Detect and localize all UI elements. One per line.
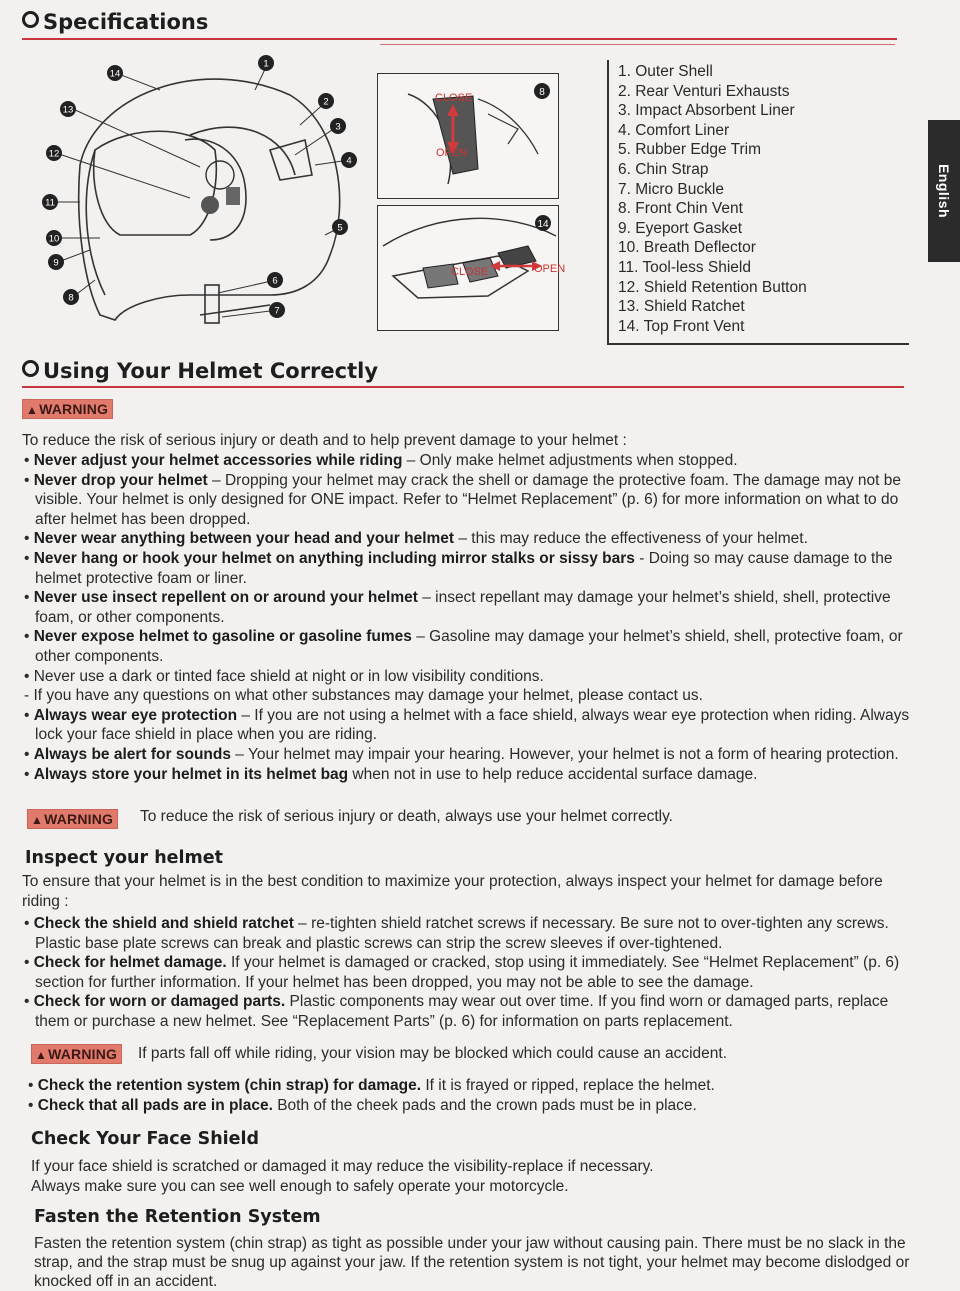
specifications-rule (22, 38, 897, 40)
callout-number: 4 (346, 155, 352, 167)
inspect-intro: To ensure that your helmet is in the best condition to maximize your protection, always inspect your helmet for damage before riding : (22, 873, 883, 910)
warning-badge-2-label: WARNING (44, 811, 114, 827)
inset2-open-label: OPEN (534, 263, 566, 275)
bullet-lead: Always store your helmet in its helmet bag (33, 765, 349, 783)
bullet-marker: • (28, 1096, 38, 1114)
warning-badge-1 (22, 399, 113, 419)
parts-list (609, 60, 909, 336)
inset2-callout: 14 (537, 219, 549, 230)
bullet-lead: Check that all pads are in place. (37, 1096, 273, 1114)
using-heading-text: Using Your Helmet Correctly (43, 359, 379, 383)
bullet-item (22, 706, 922, 745)
bullet-lead: Check for helmet damage. (33, 954, 227, 972)
bullet-lead: Check the retention system (chin strap) for damage. (37, 1077, 422, 1094)
bullet-lead: Never hang or hook your helmet on anything including mirror stalks or sissy bars (33, 549, 635, 567)
using-intro: To reduce the risk of serious injury or death and to help prevent damage to your helmet : (22, 432, 627, 449)
bullet-text: If you have any questions on what other substances may damage your helmet, please contact us. (33, 687, 703, 705)
bullet-item (22, 992, 922, 1031)
callout-number: 1 (263, 58, 269, 70)
parts-list-item: 5. Rubber Edge Trim (618, 141, 762, 159)
bullet-marker: • (24, 706, 34, 724)
bullet-item (22, 914, 922, 953)
inset2-close-label: CLOSE (451, 266, 489, 278)
face-shield-heading: Check Your Face Shield (31, 1129, 260, 1149)
warning-triangle-icon: ▲ (31, 813, 44, 827)
bullet-lead: Check the shield and shield ratchet (33, 915, 294, 932)
callout-number: 9 (53, 257, 59, 269)
bullet-item (22, 953, 922, 992)
section-bullet-icon (22, 360, 39, 377)
retention-text: Fasten the retention system (chin strap) as tight as possible under your jaw without causing pain. There must be no slack in the strap, and the strap must be snug up against your jaw. If the retention system is not tight, your helmet may become dislodged or knocked off in an accident. (34, 1235, 910, 1290)
parts-list-item: 9. Eyeport Gasket (618, 219, 743, 237)
callout-number: 8 (68, 292, 74, 304)
bullet-text: – Your helmet may impair your hearing. However, your helmet is not a form of hearing protection. (230, 745, 899, 763)
face-shield-text: If your face shield is scratched or damaged it may reduce the visibility-replace if necessary. Always make sure you can see well enough to safely operate your motorcycle. (31, 1158, 654, 1195)
helmet-diagram (40, 55, 370, 345)
bullet-marker: • (24, 452, 34, 469)
bullet-item (26, 1076, 926, 1096)
chin-vent-inset (377, 73, 559, 199)
bullet-lead: Always be alert for sounds (33, 745, 231, 763)
bullet-lead: Always wear eye protection (33, 706, 238, 724)
callout-number: 2 (323, 96, 329, 108)
bullet-text: Never use a dark or tinted face shield at night or in low visibility conditions. (33, 667, 544, 685)
bullet-marker: • (24, 745, 34, 763)
callout-number: 14 (109, 68, 121, 80)
bullet-item (22, 471, 922, 530)
bullet-text: - Doing so may cause damage to the helmet protective foam or liner. (35, 549, 893, 587)
inspect-bullet-list (22, 914, 922, 1032)
bullet-item (22, 627, 922, 666)
warning-badge-1-label: WARNING (39, 401, 109, 417)
using-bullet-list (22, 451, 922, 784)
parts-list-item: 14. Top Front Vent (618, 317, 745, 335)
bullet-marker: - (24, 687, 34, 705)
bullet-marker: • (24, 628, 34, 646)
bullet-text: – Dropping your helmet may crack the shell or damage the protective foam. The damage may not be visible. Your helmet is only designed for ONE impact. Refer to “Helmet Replacement” (p. 6) for more information on what to do after helmet has been dropped. (35, 471, 902, 528)
callout-number: 12 (48, 148, 60, 160)
parts-list-item: 13. Shield Ratchet (618, 298, 745, 316)
warning-badge-2 (27, 809, 118, 829)
specifications-rule-thin (380, 44, 895, 45)
parts-list-item: 2. Rear Venturi Exhausts (618, 82, 790, 100)
bullet-marker: • (24, 471, 34, 489)
warning-badge-3 (31, 1044, 122, 1064)
parts-list-item: 1. Outer Shell (618, 63, 713, 80)
parts-list-box (607, 60, 909, 345)
parts-list-item: 7. Micro Buckle (618, 180, 724, 198)
inset1-close-label: CLOSE (435, 92, 473, 104)
callout-number: 6 (272, 275, 278, 287)
parts-list-item: 10. Breath Deflector (618, 239, 756, 257)
warning-badge-3-label: WARNING (48, 1046, 118, 1062)
language-tab[interactable] (928, 120, 960, 262)
bullet-text: – re-tighten shield ratchet screws if necessary. Be sure not to over-tighten any screws. Plastic base plate screws can break and plastic screws can strip the screw sleeves if over-tightened. (35, 915, 889, 952)
warning-triangle-icon: ▲ (26, 403, 39, 417)
specifications-heading-text: Specifications (43, 10, 209, 34)
parts-list-item: 6. Chin Strap (618, 160, 709, 178)
bullet-item (22, 529, 922, 549)
bullet-marker: • (24, 549, 34, 567)
using-rule (22, 386, 904, 388)
language-tab-label: English (936, 163, 952, 219)
bullet-marker: • (24, 954, 34, 972)
parts-list-item: 4. Comfort Liner (618, 121, 730, 139)
retention-heading: Fasten the Retention System (34, 1207, 321, 1227)
bullet-item (22, 451, 922, 471)
bullet-text: – Only make helmet adjustments when stopped. (402, 452, 738, 469)
bullet-lead: Check for worn or damaged parts. (33, 993, 286, 1011)
warning-3-text: If parts fall off while riding, your vision may be blocked which could cause an accident. (138, 1045, 728, 1062)
top-vent-drawing (378, 206, 566, 330)
bullet-text: If your helmet is damaged or cracked, stop using it immediately. See “Helmet Replacement” (p. 6) section for further information. If your helmet has been dropped, you may not be able to see the damage. (35, 954, 900, 991)
bullet-lead: Never wear anything between your head and your helmet (33, 530, 455, 548)
bullet-item (22, 745, 922, 765)
callout-number: 13 (62, 104, 74, 116)
bullet-text: If it is frayed or ripped, replace the helmet. (421, 1077, 715, 1094)
top-vent-inset (377, 205, 566, 331)
bullet-item (22, 588, 922, 627)
bullet-text: – If you are not using a helmet with a face shield, always wear eye protection when riding. Always lock your face shield in place when you are riding. (35, 706, 910, 744)
chin-vent-drawing (378, 74, 558, 198)
parts-list-item: 12. Shield Retention Button (618, 278, 807, 296)
bullet-marker: • (24, 589, 34, 607)
bullet-text: – Gasoline may damage your helmet’s shield, shell, protective foam, or other components. (35, 628, 903, 665)
callout-number: 3 (335, 121, 341, 133)
bullet-text: – insect repellant may damage your helmet’s shield, shell, protective foam, or other components. (35, 589, 891, 626)
bullet-text: Plastic components may wear out over time. If you find worn or damaged parts, replace them or purchase a new helmet. See “Replacement Parts” (p. 6) for information on parts replacement. (35, 993, 889, 1030)
bullet-marker: • (24, 530, 34, 548)
warning-2-text: To reduce the risk of serious injury or death, always use your helmet correctly. (140, 808, 673, 825)
bullet-marker: • (24, 765, 34, 783)
callout-number: 7 (274, 305, 280, 317)
callout-number: 10 (48, 233, 60, 245)
bullet-item (22, 549, 922, 588)
bullet-lead: Never adjust your helmet accessories while riding (33, 452, 403, 469)
specifications-heading (22, 10, 208, 34)
bullet-item (22, 686, 922, 706)
using-heading (22, 359, 378, 383)
bullet-item (22, 765, 922, 785)
callout-number: 11 (45, 197, 55, 209)
bullet-lead: Never drop your helmet (33, 471, 208, 489)
bullet-lead: Never expose helmet to gasoline or gasoline fumes (33, 628, 412, 646)
bullet-marker: • (24, 993, 34, 1011)
bullet-text: Both of the cheek pads and the crown pads must be in place. (272, 1096, 697, 1114)
bullet-lead: Never use insect repellent on or around your helmet (33, 589, 418, 607)
section-bullet-icon (22, 11, 39, 28)
inspect-bullet-list-2 (26, 1076, 926, 1115)
bullet-item (26, 1096, 926, 1116)
parts-list-item: 8. Front Chin Vent (618, 200, 743, 218)
bullet-item (22, 667, 922, 687)
bullet-text: when not in use to help reduce accidental surface damage. (348, 765, 758, 783)
parts-list-item: 3. Impact Absorbent Liner (618, 102, 795, 120)
bullet-marker: • (24, 915, 34, 932)
bullet-marker: • (24, 667, 34, 685)
inset1-callout: 8 (539, 87, 545, 98)
inspect-heading: Inspect your helmet (25, 848, 224, 868)
bullet-marker: • (28, 1077, 38, 1094)
parts-list-item: 11. Tool-less Shield (618, 258, 751, 276)
bullet-text: – this may reduce the effectiveness of your helmet. (454, 530, 808, 548)
warning-triangle-icon: ▲ (35, 1048, 48, 1062)
callout-number: 5 (337, 222, 343, 234)
inset1-open-label: OPEN (436, 147, 468, 159)
